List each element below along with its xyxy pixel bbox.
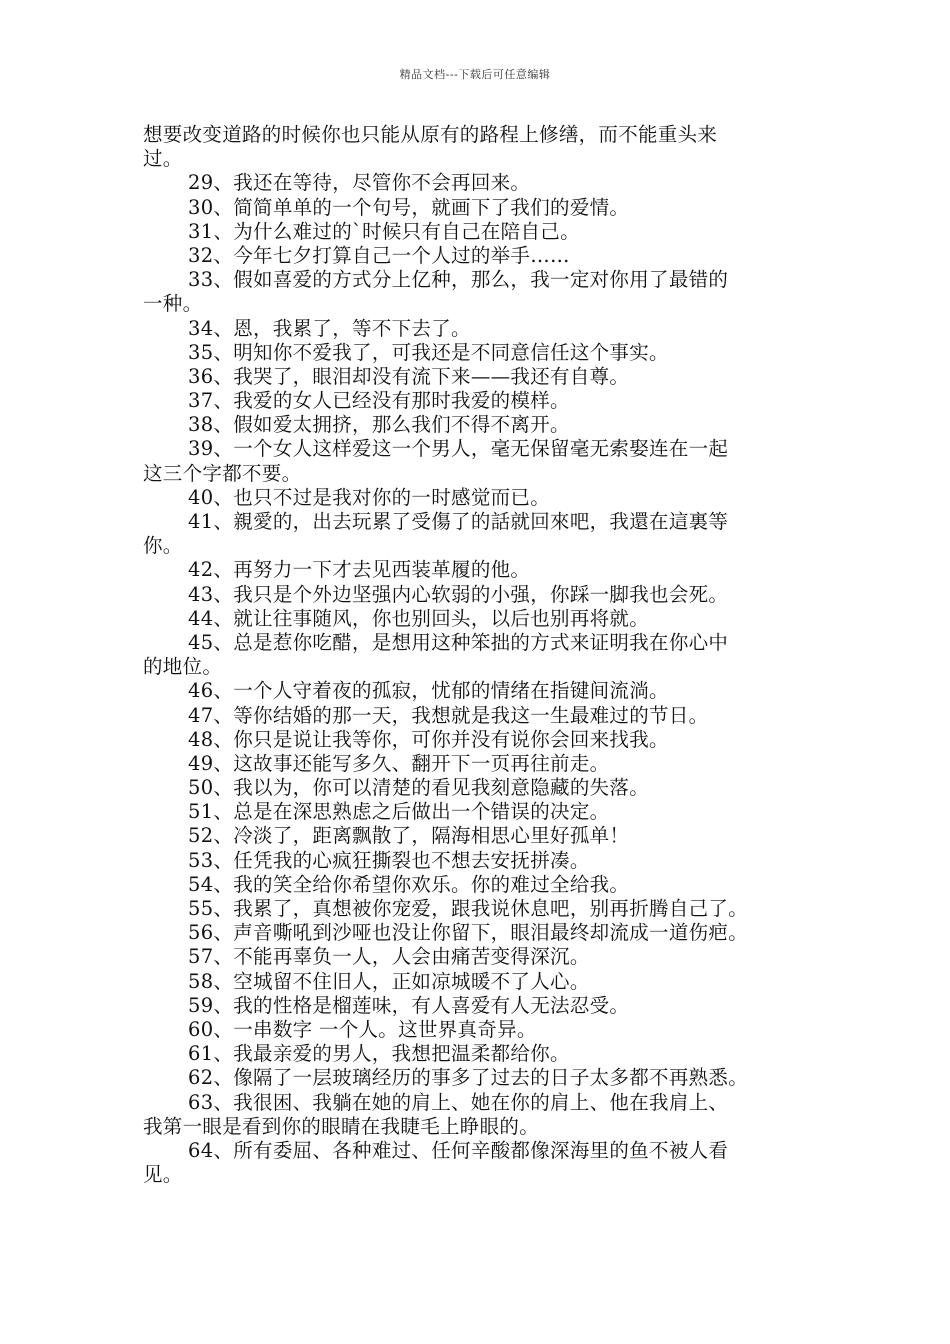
text-line: 46、一个人守着夜的孤寂，忧郁的情绪在指键间流淌。 bbox=[188, 679, 669, 703]
text-line: 这三个字都不要。 bbox=[143, 461, 302, 485]
text-line: 40、也只不过是我对你的一时感觉而已。 bbox=[188, 485, 551, 509]
text-line: 48、你只是说让我等你，可你并没有说你会回来找我。 bbox=[188, 727, 669, 751]
text-line: 42、再努力一下才去见西装革履的他。 bbox=[188, 558, 531, 582]
text-line: 37、我爱的女人已经没有那时我爱的模样。 bbox=[188, 389, 570, 413]
text-line: 53、任凭我的心疯狂撕裂也不想去安抚拼凑。 bbox=[188, 848, 590, 872]
text-line: 61、我最亲爱的男人，我想把温柔都给你。 bbox=[188, 1042, 570, 1066]
text-line: 你。 bbox=[143, 534, 183, 558]
text-line: 45、总是惹你吃醋，是想用这种笨拙的方式来证明我在你心中 bbox=[188, 630, 729, 654]
text-line: 58、空城留不住旧人，正如凉城暖不了人心。 bbox=[188, 969, 590, 993]
text-line: 29、我还在等待，尽管你不会再回来。 bbox=[188, 171, 531, 195]
text-line: 30、简简单单的一个句号，就画下了我们的爱情。 bbox=[188, 195, 630, 219]
text-line: 的地位。 bbox=[143, 655, 223, 679]
text-line: 31、为什么难过的`时候只有自己在陪自己。 bbox=[188, 219, 580, 243]
page-header: 精品文档---下载后可任意编辑 bbox=[399, 68, 551, 81]
text-line: 62、像隔了一层玻璃经历的事多了过去的日子太多都不再熟悉。 bbox=[188, 1066, 749, 1090]
text-line: 39、一个女人这样爱这一个男人，毫无保留毫无索娶连在一起 bbox=[188, 437, 729, 461]
text-line: 47、等你结婚的那一天，我想就是我这一生最难过的节日。 bbox=[188, 703, 709, 727]
text-line: 41、親愛的，出去玩累了受傷了的話就回來吧，我還在這裏等 bbox=[188, 510, 729, 533]
text-line: 一种。 bbox=[143, 292, 203, 316]
text-line: 63、我很困、我躺在她的肩上、她在你的肩上、他在我肩上、 bbox=[188, 1090, 729, 1114]
text-line: 见。 bbox=[143, 1163, 183, 1187]
text-line: 过。 bbox=[143, 147, 183, 171]
text-line: 我第一眼是看到你的眼睛在我睫毛上睁眼的。 bbox=[143, 1114, 540, 1138]
text-line: 55、我累了，真想被你宠爱，跟我说休息吧，别再折腾自己了。 bbox=[188, 897, 749, 920]
text-line: 33、假如喜爱的方式分上亿种，那么，我一定对你用了最错的 bbox=[188, 268, 729, 292]
text-line: 44、就让往事随风，你也别回头，以后也别再将就。 bbox=[188, 606, 650, 630]
text-line: 57、不能再辜负一人，人会由痛苦变得深沉。 bbox=[188, 945, 590, 969]
text-line: 想要改变道路的时候你也只能从原有的路程上修缮，而不能重头来 bbox=[143, 123, 718, 146]
text-line: 32、今年七夕打算自己一个人过的举手…… bbox=[188, 243, 570, 267]
text-line: 49、这故事还能写多久、翻开下一页再往前走。 bbox=[188, 751, 610, 775]
text-line: 59、我的性格是榴莲味，有人喜爱有人无法忍受。 bbox=[188, 993, 630, 1017]
text-line: 56、声音嘶吼到沙哑也没让你留下，眼泪最终却流成一道伤疤。 bbox=[188, 921, 749, 945]
text-line: 54、我的笑全给你希望你欢乐。你的难过全给我。 bbox=[188, 872, 630, 896]
text-line: 52、冷淡了，距离飘散了，隔海相思心里好孤单！ bbox=[188, 824, 630, 848]
text-line: 50、我以为，你可以清楚的看见我刻意隐藏的失落。 bbox=[188, 776, 650, 800]
text-line: 34、恩，我累了，等不下去了。 bbox=[188, 316, 471, 340]
text-line: 64、所有委屈、各种难过、任何辛酸都像深海里的鱼不被人看 bbox=[188, 1138, 729, 1162]
text-line: 38、假如爱太拥挤，那么我们不得不离开。 bbox=[188, 413, 570, 437]
text-line: 43、我只是个外边坚强内心软弱的小强，你踩一脚我也会死。 bbox=[188, 582, 729, 606]
text-line: 51、总是在深思熟虑之后做出一个错误的决定。 bbox=[188, 800, 610, 824]
text-line: 60、一串数字 一个人。这世界真奇异。 bbox=[188, 1017, 537, 1041]
text-line: 36、我哭了，眼泪却没有流下来——我还有自尊。 bbox=[188, 364, 630, 388]
document-body bbox=[143, 123, 815, 1187]
text-line: 35、明知你不爱我了，可我还是不同意信任这个事实。 bbox=[188, 340, 669, 364]
